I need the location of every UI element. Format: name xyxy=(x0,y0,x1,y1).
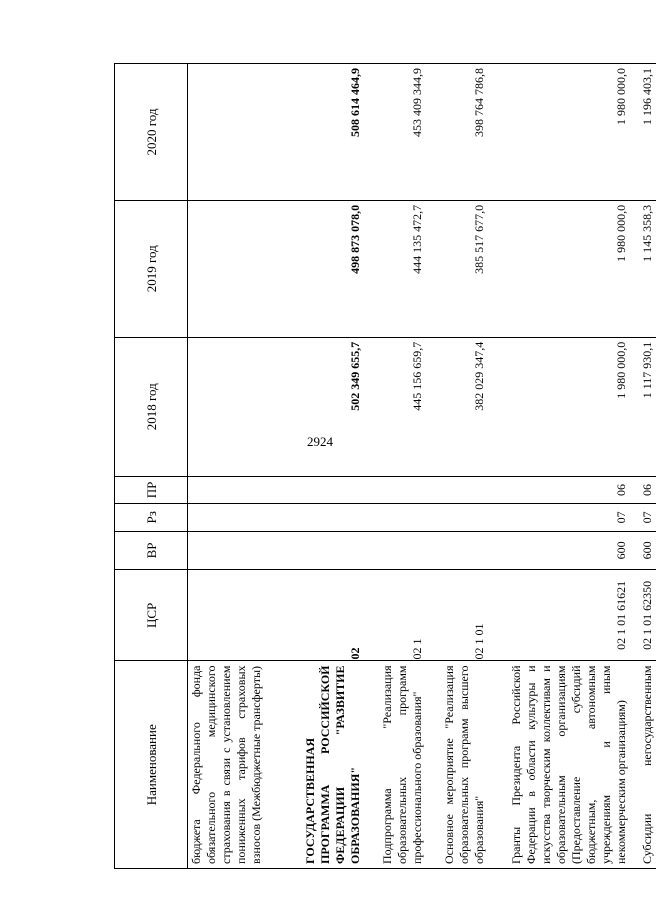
row-pr xyxy=(294,476,364,503)
row-2019: 1 145 358,3 xyxy=(630,200,656,337)
row-rz: 07 xyxy=(630,504,656,531)
header-2018: 2018 год xyxy=(115,337,188,476)
table-row xyxy=(364,64,426,869)
row-2020: 1 980 000,0 xyxy=(488,64,630,201)
row-2019: 385 517 677,0 xyxy=(426,200,488,337)
row-2018: 502 349 655,7 xyxy=(294,337,364,476)
budget-table xyxy=(114,63,656,869)
row-vr: 600 xyxy=(488,531,630,570)
row-csr: 02 xyxy=(294,570,364,661)
row-rz xyxy=(426,504,488,531)
table-row xyxy=(488,64,630,869)
row-2020 xyxy=(188,64,294,201)
row-2019: 498 873 078,0 xyxy=(294,200,364,337)
row-2019 xyxy=(188,200,294,337)
header-pr: ПР xyxy=(115,476,188,503)
row-2018: 445 156 659,7 xyxy=(364,337,426,476)
row-name: Подпрограмма "Реализация образовательных программ профессионального образования" xyxy=(364,661,426,869)
row-2018: 382 029 347,4 xyxy=(426,337,488,476)
row-2019: 444 135 472,7 xyxy=(364,200,426,337)
row-vr xyxy=(294,531,364,570)
row-2020: 398 764 786,8 xyxy=(426,64,488,201)
table-row xyxy=(426,64,488,869)
header-2020: 2020 год xyxy=(115,64,188,201)
row-name: Субсидии негосударственным xyxy=(630,661,656,869)
row-rz xyxy=(294,504,364,531)
header-2019: 2019 год xyxy=(115,200,188,337)
page-number: 2924 xyxy=(307,434,333,449)
row-pr xyxy=(426,476,488,503)
row-pr xyxy=(188,476,294,503)
row-vr xyxy=(188,531,294,570)
table-row xyxy=(294,64,364,869)
row-2019: 1 980 000,0 xyxy=(488,200,630,337)
row-name: бюджета Федерального фонда обязательного медицинского страхования в связи с установлением пониженных тарифов страховых взносов (Межбюджетные трансферты) xyxy=(188,661,294,869)
row-name: Гранты Президента Российской Федерации в области культуры и искусства творческим коллективам и образовательным организациям (Предоставление субсидий бюджетным, автономным учреждениям и иным некоммерческим организациям) xyxy=(488,661,630,869)
row-csr: 02 1 xyxy=(364,570,426,661)
header-vr: ВР xyxy=(115,531,188,570)
row-2018: 1 117 930,1 xyxy=(630,337,656,476)
row-csr: 02 1 01 62350 xyxy=(630,570,656,661)
row-csr: 02 1 01 xyxy=(426,570,488,661)
row-vr: 600 xyxy=(630,531,656,570)
row-name: ГОСУДАРСТВЕННАЯ ПРОГРАММА РОССИЙСКОЙ ФЕДЕРАЦИИ "РАЗВИТИЕ ОБРАЗОВАНИЯ" xyxy=(294,661,364,869)
header-rz: Рз xyxy=(115,504,188,531)
row-2020: 453 409 344,9 xyxy=(364,64,426,201)
table-row xyxy=(188,64,294,869)
row-2020: 1 196 403,1 xyxy=(630,64,656,201)
row-2020: 508 614 464,9 xyxy=(294,64,364,201)
row-2018 xyxy=(188,337,294,476)
header-csr: ЦСР xyxy=(115,570,188,661)
header-name: Наименование xyxy=(115,661,188,869)
row-name: Основное мероприятие "Реализация образовательных программ высшего образования" xyxy=(426,661,488,869)
row-csr: 02 1 01 61621 xyxy=(488,570,630,661)
table-row xyxy=(630,64,656,869)
row-csr xyxy=(188,570,294,661)
row-pr: 06 xyxy=(488,476,630,503)
row-pr: 06 xyxy=(630,476,656,503)
row-vr xyxy=(364,531,426,570)
row-pr xyxy=(364,476,426,503)
row-rz: 07 xyxy=(488,504,630,531)
row-rz xyxy=(188,504,294,531)
row-rz xyxy=(364,504,426,531)
header-row xyxy=(115,64,188,869)
row-2018: 1 980 000,0 xyxy=(488,337,630,476)
budget-table-container xyxy=(114,63,654,869)
row-vr xyxy=(426,531,488,570)
